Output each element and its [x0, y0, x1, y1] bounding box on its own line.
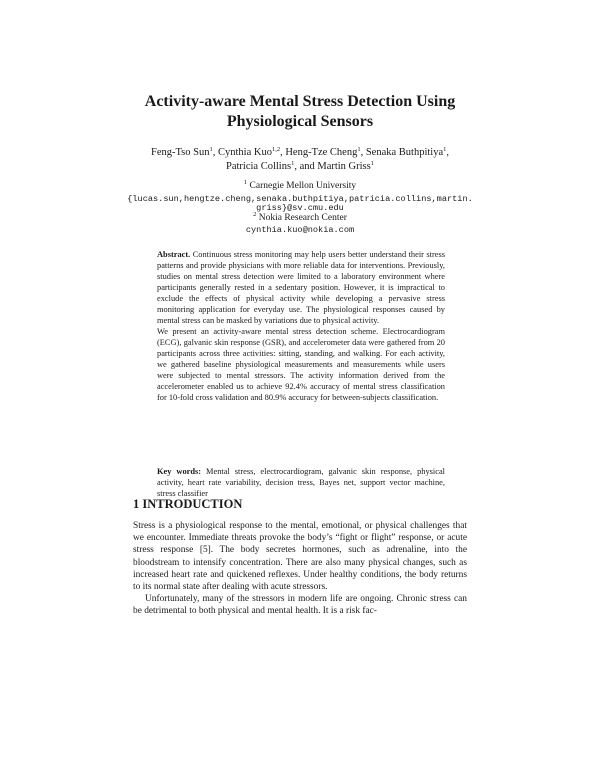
- keywords-label: Key words:: [157, 467, 202, 476]
- affiliation-name: Carnegie Mellon University: [249, 181, 357, 191]
- affiliation-name: Nokia Research Center: [258, 213, 347, 223]
- author-affiliation-mark: 1: [443, 146, 447, 153]
- author-affiliation-mark: 1,2: [271, 146, 281, 153]
- author-conjunction: and: [299, 161, 315, 172]
- abstract-paragraph-1: [157, 249, 445, 326]
- affiliation-1-emails-line-2: griss}@sv.cmu.edu: [256, 203, 344, 213]
- author-list: Feng-Tso Sun$^1$, Cynthia Kuo$^{1,2}$, Heng-Tze Cheng$^1$, Senaka Buthpitiya$^1$, Patricia Collins$^1$, and Martin Griss$^1$: [151, 146, 449, 172]
- author: Cynthia Kuo: [217, 147, 272, 158]
- keywords-text: Mental stress, electrocardiogram, galvanic skin response, physical activity, heart rate variability, decision tress, Bayes net, support vector machine, stress classifier: [157, 467, 446, 498]
- author: Heng-Tze Cheng: [285, 147, 358, 158]
- affiliation-mark: 1: [243, 179, 248, 186]
- author: Senaka Buthpitiya: [365, 147, 444, 158]
- title-line-1: Activity-aware Mental Stress Detection Using: [144, 93, 456, 110]
- abstract: [157, 249, 445, 403]
- author-affiliation-mark: 1: [291, 160, 295, 167]
- author: Feng-Tso Sun: [151, 147, 210, 158]
- affiliation-mark: 2: [253, 211, 257, 218]
- body-paragraph-1: Stress is a physiological response to the mental, emotional, or physical challenges that we encounter. Immediate threats provoke the body’s “fight or flight” response, or acute stress response [5]. The body secretes hormones, such as adrenaline, into the bloodstream to intensify concentration. There are also many physical changes, such as increased heart rate and quickened reflexes. Under healthy conditions, the body returns to its normal state after dealing with acute stressors.: [133, 521, 467, 593]
- affiliation-1-emails-line-1: {lucas.sun,hengtze.cheng,senaka.buthpitiya,patricia.collins,martin.: [127, 194, 473, 204]
- body-paragraph-2: Unfortunately, many of the stressors in modern life are ongoing. Chronic stress can be detrimental to both physical and mental health. It is a risk fac-: [133, 594, 467, 617]
- paper-title: [100, 92, 500, 132]
- affiliation-2-email: cynthia.kuo@nokia.com: [245, 225, 355, 235]
- section-heading: 1 INTRODUCTION: [133, 497, 243, 511]
- abstract-text-1: Continuous stress monitoring may help users better understand their stress patterns and provide physicians with more reliable data for interventions. Previously, studies on mental stress detection were limited to a laboratory environment where participants generally rested in a sedentary position. However, it is impractical to exclude the effects of physical activity while developing a pervasive stress monitoring application for everyday use. The physiological responses caused by mental stress can be masked by variations due to physical activity.: [157, 250, 446, 325]
- abstract-label: Abstract.: [157, 250, 191, 259]
- author-affiliation-mark: 1: [209, 146, 213, 153]
- author: Patricia Collins: [226, 161, 292, 172]
- abstract-paragraph-2: We present an activity-aware mental stress detection scheme. Electrocardiogram (ECG), galvanic skin response (GSR), and accelerometer data were gathered from 20 participants across three activities: sitting, standing, and walking. For each activity, we gathered baseline physiological measurements and measurements while users were subjected to mental stressors. The activity information derived from the accelerometer enabled us to achieve 92.4% accuracy of mental stress classification for 10-fold cross validation and 80.9% accuracy for between-subjects classification.: [157, 327, 445, 402]
- title-line-2: Physiological Sensors: [226, 113, 374, 130]
- author-affiliation-mark: 1: [357, 146, 361, 153]
- section-body: [133, 520, 467, 618]
- author-affiliation-mark: 1: [370, 160, 374, 167]
- author: Martin Griss: [317, 161, 371, 172]
- keywords: [157, 466, 445, 499]
- affiliation-1: [100, 180, 500, 193]
